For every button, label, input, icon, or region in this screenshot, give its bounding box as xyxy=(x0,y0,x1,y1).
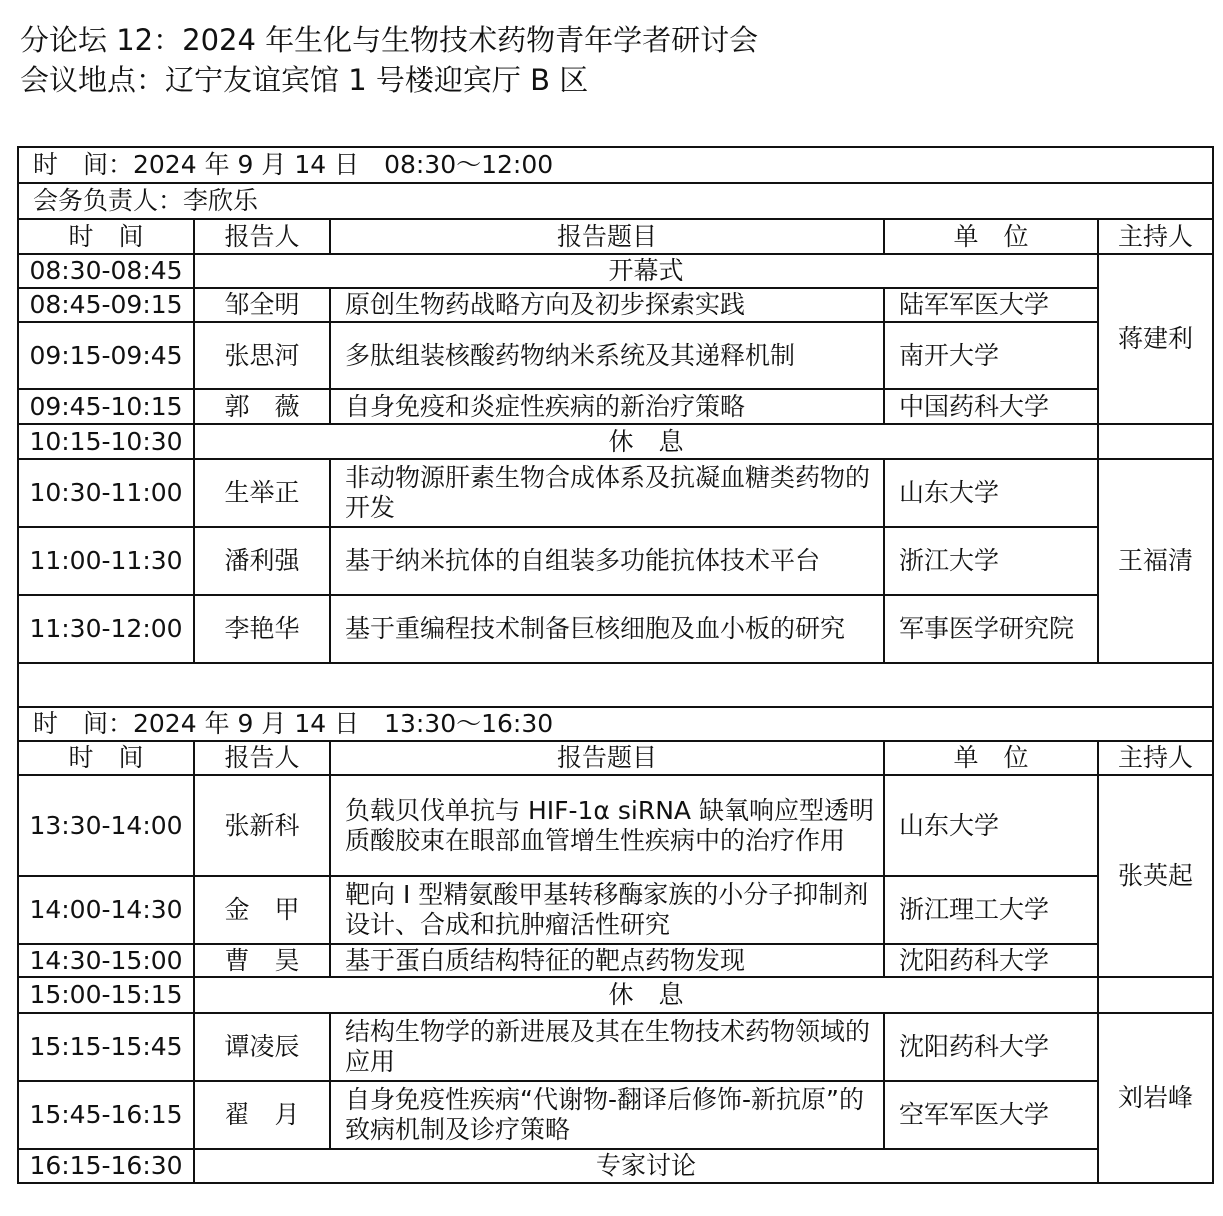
row-time: 08:30-08:45 xyxy=(18,254,194,288)
host-cell: 刘岩峰 xyxy=(1098,1013,1213,1183)
row-unit: 浙江大学 xyxy=(884,527,1098,595)
row-unit: 沈阳药科大学 xyxy=(884,1013,1098,1081)
host-cell: 王福清 xyxy=(1098,459,1213,663)
host-cell: 张英起 xyxy=(1098,775,1213,977)
forum-title: 分论坛 12：2024 年生化与生物技术药物青年学者研讨会 xyxy=(20,23,759,57)
row-speaker: 金 甲 xyxy=(194,876,330,944)
table-row xyxy=(18,322,1213,389)
table-row xyxy=(18,1013,1213,1081)
afternoon-time-label: 时 间：2024 年 9 月 14 日 13:30～16:30 xyxy=(18,707,1213,741)
meeting-manager: 会务负责人：李欣乐 xyxy=(18,183,1213,219)
empty-host-cell xyxy=(1098,424,1213,459)
col-host-header: 主持人 xyxy=(1098,219,1213,254)
row-topic: 靶向 I 型精氨酸甲基转移酶家族的小分子抑制剂设计、合成和抗肿瘤活性研究 xyxy=(330,876,884,944)
table-row xyxy=(18,288,1213,322)
row-time: 15:45-16:15 xyxy=(18,1081,194,1149)
row-event: 开幕式 xyxy=(194,254,1098,288)
table-row xyxy=(18,1149,1213,1183)
row-time: 15:15-15:45 xyxy=(18,1013,194,1081)
table-row xyxy=(18,977,1213,1013)
row-time: 10:15-10:30 xyxy=(18,424,194,459)
col-time-header: 时 间 xyxy=(18,219,194,254)
row-unit: 浙江理工大学 xyxy=(884,876,1098,944)
manager-row xyxy=(18,183,1213,219)
row-topic: 原创生物药战略方向及初步探索实践 xyxy=(330,288,884,322)
row-time: 14:30-15:00 xyxy=(18,944,194,977)
table-row xyxy=(18,944,1213,977)
row-event: 休 息 xyxy=(194,977,1098,1013)
row-time: 11:00-11:30 xyxy=(18,527,194,595)
row-topic: 非动物源肝素生物合成体系及抗凝血糖类药物的开发 xyxy=(330,459,884,527)
table-row xyxy=(18,424,1213,459)
row-time: 11:30-12:00 xyxy=(18,595,194,663)
col-unit-header: 单 位 xyxy=(884,741,1098,775)
row-unit: 山东大学 xyxy=(884,459,1098,527)
row-event: 休 息 xyxy=(194,424,1098,459)
table-row xyxy=(18,876,1213,944)
row-time: 15:00-15:15 xyxy=(18,977,194,1013)
row-speaker: 谭凌辰 xyxy=(194,1013,330,1081)
meeting-location: 会议地点：辽宁友谊宾馆 1 号楼迎宾厅 B 区 xyxy=(20,63,589,97)
row-time: 16:15-16:30 xyxy=(18,1149,194,1183)
row-unit: 空军军医大学 xyxy=(884,1081,1098,1149)
row-speaker: 张新科 xyxy=(194,775,330,876)
row-topic: 自身免疫和炎症性疾病的新治疗策略 xyxy=(330,389,884,424)
row-speaker: 李艳华 xyxy=(194,595,330,663)
row-unit: 山东大学 xyxy=(884,775,1098,876)
row-time: 09:45-10:15 xyxy=(18,389,194,424)
row-unit: 南开大学 xyxy=(884,322,1098,389)
row-time: 14:00-14:30 xyxy=(18,876,194,944)
col-topic-header: 报告题目 xyxy=(330,741,884,775)
row-unit: 军事医学研究院 xyxy=(884,595,1098,663)
row-speaker: 潘利强 xyxy=(194,527,330,595)
session-time-row xyxy=(18,147,1213,183)
row-speaker: 张思河 xyxy=(194,322,330,389)
row-topic: 多肽组装核酸药物纳米系统及其递释机制 xyxy=(330,322,884,389)
schedule-table xyxy=(17,146,1214,1184)
table-row xyxy=(18,595,1213,663)
table-row xyxy=(18,527,1213,595)
session-time-row xyxy=(18,707,1213,741)
row-topic: 基于蛋白质结构特征的靶点药物发现 xyxy=(330,944,884,977)
row-unit: 沈阳药科大学 xyxy=(884,944,1098,977)
row-speaker: 生举正 xyxy=(194,459,330,527)
row-topic: 基于纳米抗体的自组装多功能抗体技术平台 xyxy=(330,527,884,595)
session-gap xyxy=(18,663,1213,707)
row-topic: 负载贝伐单抗与 HIF-1α siRNA 缺氧响应型透明质酸胶束在眼部血管增生性疾病中的治疗作用 xyxy=(330,775,884,876)
row-speaker: 翟 月 xyxy=(194,1081,330,1149)
table-row xyxy=(18,254,1213,288)
col-unit-header: 单 位 xyxy=(884,219,1098,254)
host-cell: 蒋建利 xyxy=(1098,254,1213,424)
empty-host-cell xyxy=(1098,977,1213,1013)
column-header-row xyxy=(18,219,1213,254)
row-time: 09:15-09:45 xyxy=(18,322,194,389)
col-time-header: 时 间 xyxy=(18,741,194,775)
morning-time-label: 时 间：2024 年 9 月 14 日 08:30～12:00 xyxy=(18,147,1213,183)
row-speaker: 郭 薇 xyxy=(194,389,330,424)
row-speaker: 曹 昊 xyxy=(194,944,330,977)
row-speaker: 邹全明 xyxy=(194,288,330,322)
table-row xyxy=(18,775,1213,876)
table-row xyxy=(18,459,1213,527)
col-topic-header: 报告题目 xyxy=(330,219,884,254)
row-unit: 中国药科大学 xyxy=(884,389,1098,424)
table-row xyxy=(18,1081,1213,1149)
row-unit: 陆军军医大学 xyxy=(884,288,1098,322)
row-time: 10:30-11:00 xyxy=(18,459,194,527)
row-event: 专家讨论 xyxy=(194,1149,1098,1183)
row-topic: 结构生物学的新进展及其在生物技术药物领域的应用 xyxy=(330,1013,884,1081)
table-row xyxy=(18,389,1213,424)
row-time: 13:30-14:00 xyxy=(18,775,194,876)
col-speaker-header: 报告人 xyxy=(194,741,330,775)
col-host-header: 主持人 xyxy=(1098,741,1213,775)
row-time: 08:45-09:15 xyxy=(18,288,194,322)
row-topic: 自身免疫性疾病“代谢物-翻译后修饰-新抗原”的致病机制及诊疗策略 xyxy=(330,1081,884,1149)
col-speaker-header: 报告人 xyxy=(194,219,330,254)
column-header-row xyxy=(18,741,1213,775)
row-topic: 基于重编程技术制备巨核细胞及血小板的研究 xyxy=(330,595,884,663)
session-gap-row xyxy=(18,663,1213,707)
